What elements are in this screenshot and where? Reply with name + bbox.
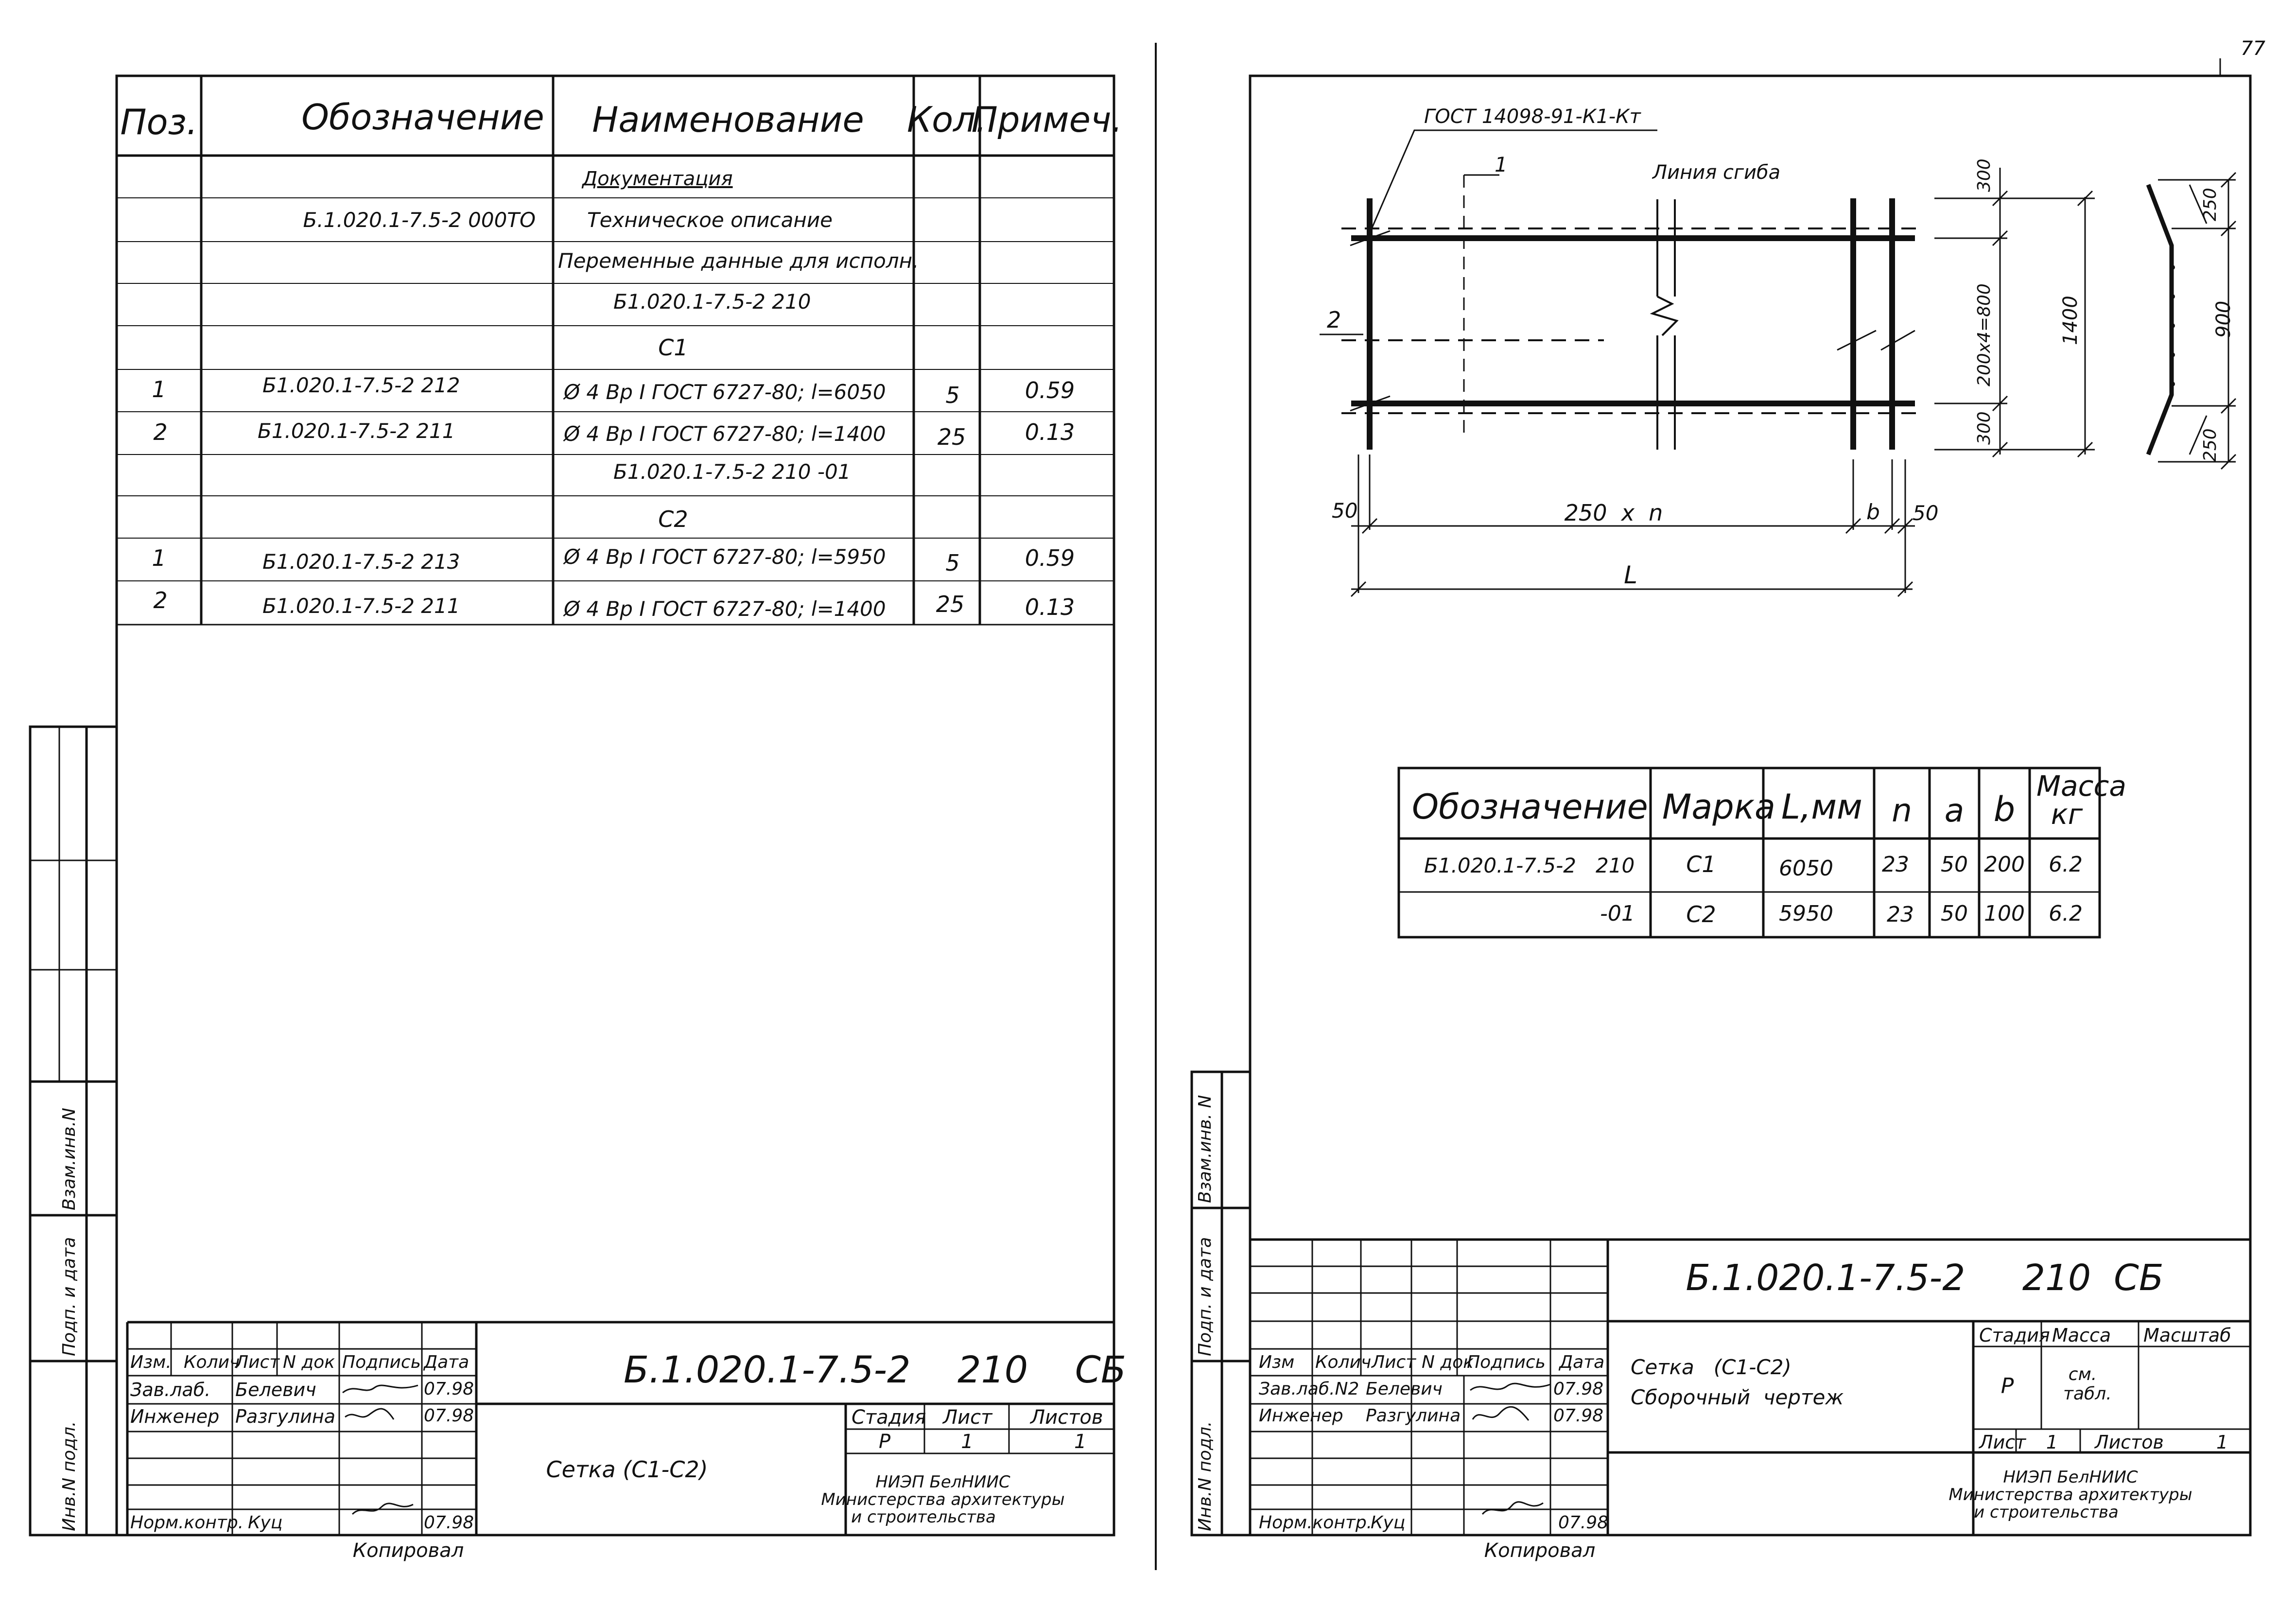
tb-col-ndok: N док — [1422, 1352, 1474, 1372]
left-stamp-podp-data: Подп. и дата — [59, 1237, 79, 1356]
tb-org-line: и строительства — [851, 1507, 996, 1527]
callout-2: 2 — [1327, 307, 1341, 333]
mark-row-a: 50 — [1941, 852, 1968, 877]
tb-code: Б.1.020.1-7.5-2 210 СБ — [624, 1348, 1126, 1391]
tb-col-list: Лист — [1372, 1352, 1416, 1372]
right-stamp-inv-podl: Инв.N подл. — [1195, 1421, 1215, 1531]
spec-row-qty: 25 — [936, 591, 965, 617]
signature-image — [1468, 1376, 1553, 1521]
spec-row-qty: 25 — [937, 424, 966, 450]
tb-stage-label: Стадия — [1979, 1325, 2050, 1346]
tb-copied: Копировал — [352, 1539, 464, 1562]
spec-row-name: Ø 4 Вр I ГОСТ 6727-80; l=5950 — [564, 545, 886, 569]
tb-col-izm: Изм — [1259, 1352, 1295, 1372]
dim-300-bottom: 300 — [1974, 411, 1994, 445]
spec-row-note: 0.59 — [1025, 377, 1075, 403]
spec-row-qty: 5 — [945, 382, 960, 408]
mark-row-n: 23 — [1882, 852, 1909, 877]
spec-row-designation: Б.1.020.1-7.5-2 000ТО — [303, 208, 536, 232]
tb-mass: см. табл. — [2063, 1364, 2112, 1404]
spec-row-pos: 2 — [153, 587, 168, 613]
tb-date: 07.98 — [1553, 1406, 1604, 1426]
left-stamp-inv-podl: Инв.N подл. — [59, 1421, 79, 1531]
tb-col-izm: Изм. — [130, 1352, 172, 1372]
tb-name: Белевич — [235, 1379, 316, 1400]
tb-date: 07.98 — [424, 1513, 474, 1533]
page-number: 77 — [2241, 37, 2265, 60]
tb-role: Инженер — [130, 1406, 220, 1427]
mark-row-L: 6050 — [1779, 856, 1833, 881]
mark-row-b: 200 — [1984, 852, 2025, 877]
spec-header-designation: Обозначение — [301, 97, 544, 138]
tb-sheet: 1 — [2046, 1432, 2058, 1453]
tb-col-kol: Колич — [184, 1352, 240, 1372]
tb-org-line: Министерства архитектуры — [1948, 1485, 2192, 1504]
tb-org-line: НИЭП БелНИИС — [2003, 1468, 2138, 1487]
left-stamp-inv-vzam: Взам.инв.N — [59, 1107, 79, 1210]
tb-col-podpis: Подпись — [342, 1352, 421, 1372]
tb-name: Разгулина — [235, 1406, 335, 1427]
tb-scale-label: Масштаб — [2143, 1325, 2231, 1346]
spec-row-pos: 2 — [153, 419, 168, 445]
mark-header-mark: Марка — [1662, 787, 1775, 827]
dim-L: L — [1624, 561, 1637, 589]
spec-row-note: 0.13 — [1025, 594, 1075, 620]
spec-header-qty: Кол. — [906, 99, 987, 140]
tb-date: 07.98 — [1553, 1379, 1604, 1399]
tb-col-podpis: Подпись — [1467, 1352, 1546, 1372]
spec-row-designation: Б1.020.1-7.5-2 211 — [258, 419, 455, 443]
tb-sheet-label: Лист — [1979, 1432, 2026, 1453]
spec-header-pos: Поз. — [120, 102, 198, 142]
spec-row-name: Документация — [582, 168, 733, 190]
dim-250xn: 250 х n — [1564, 500, 1663, 526]
tb-sheets-label: Листов — [2095, 1432, 2164, 1453]
tb-date: 07.98 — [424, 1379, 474, 1399]
dim-900: 900 — [2212, 300, 2235, 338]
spec-row-pos: 1 — [152, 545, 166, 571]
tb-name: Разгулина — [1366, 1406, 1461, 1426]
gost-reference: ГОСТ 14098-91-К1-Кт — [1424, 105, 1641, 128]
mark-row-designation: Б1.020.1-7.5-2 210 — [1424, 854, 1635, 877]
mark-row-mass: 6.2 — [2049, 852, 2083, 877]
tb-org-line: и строительства — [1974, 1503, 2119, 1522]
mark-header-b: b — [1993, 789, 2016, 829]
mark-header-designation: Обозначение — [1412, 787, 1648, 827]
tb-title-2: Сборочный чертеж — [1631, 1385, 1844, 1409]
tb-name: Куц — [248, 1513, 283, 1533]
spec-row-name: Ø 4 Вр I ГОСТ 6727-80; l=1400 — [564, 422, 886, 446]
tb-col-ndok: N док — [283, 1352, 335, 1372]
tb-sheet-label: Лист — [943, 1406, 992, 1429]
tb-copied: Копировал — [1484, 1539, 1596, 1562]
spec-row-designation: Б1.020.1-7.5-2 212 — [262, 373, 460, 397]
spec-row-pos: 1 — [152, 376, 166, 402]
tb-org-line: Министерства архитектуры — [821, 1490, 1065, 1509]
mark-header-mass: Масса кг — [2036, 769, 2126, 831]
mark-row-designation: -01 — [1600, 901, 1635, 926]
mark-header-n: n — [1892, 792, 1912, 829]
tb-date: 07.98 — [424, 1406, 474, 1426]
tb-role: Инженер — [1259, 1406, 1343, 1426]
tb-col-data: Дата — [1559, 1352, 1605, 1372]
spec-row-designation: Б1.020.1-7.5-2 213 — [262, 550, 460, 574]
dim-300-top: 300 — [1974, 158, 1994, 192]
tb-org-line: НИЭП БелНИИС — [875, 1472, 1010, 1492]
tb-sheets-label: Листов — [1030, 1406, 1103, 1429]
tb-stage: Р — [2000, 1374, 2014, 1398]
tb-sheet: 1 — [961, 1431, 974, 1453]
tb-code: Б.1.020.1-7.5-2 210 СБ — [1686, 1257, 2164, 1299]
spec-row-designation: Б1.020.1-7.5-2 211 — [262, 594, 460, 618]
mark-row-b: 100 — [1984, 901, 2025, 926]
spec-row-qty: 5 — [945, 550, 960, 576]
spec-row-note: 0.59 — [1025, 545, 1075, 571]
tb-col-list: Лист — [235, 1352, 280, 1372]
bend-line-label: Линия сгиба — [1652, 161, 1781, 184]
spec-row-name: Б1.020.1-7.5-2 210 -01 — [613, 460, 851, 484]
tb-role: Зав.лаб. — [130, 1379, 211, 1400]
mark-row-L: 5950 — [1779, 901, 1833, 926]
mark-row-a: 50 — [1941, 901, 1968, 926]
spec-row-name: Ø 4 Вр I ГОСТ 6727-80; l=6050 — [564, 380, 886, 404]
tb-col-kol: Колич — [1315, 1352, 1372, 1372]
spec-row-name: Б1.020.1-7.5-2 210 — [613, 290, 811, 314]
spec-row-note: 0.13 — [1025, 419, 1075, 445]
spec-row-name: С1 — [658, 334, 688, 361]
callout-1: 1 — [1495, 153, 1508, 176]
spec-header-name: Наименование — [592, 99, 864, 140]
mark-row-mark: С1 — [1686, 851, 1716, 877]
mark-row-n: 23 — [1887, 902, 1914, 927]
tb-stage: Р — [878, 1431, 891, 1453]
mark-row-mass: 6.2 — [2049, 901, 2083, 926]
tb-role: Норм.контр. — [130, 1513, 244, 1533]
tb-name: Белевич — [1366, 1379, 1443, 1399]
mark-row-mark: С2 — [1686, 901, 1716, 927]
dim-50-left: 50 — [1332, 499, 1358, 523]
dim-200x4: 200х4=800 — [1974, 283, 1994, 386]
tb-name: Куц — [1371, 1513, 1406, 1533]
spec-row-name: С2 — [658, 506, 688, 532]
tb-stage-label: Стадия — [852, 1406, 926, 1429]
tb-col-data: Дата — [424, 1352, 470, 1372]
tb-role: Норм.контр. — [1259, 1513, 1373, 1533]
dim-50-right: 50 — [1913, 501, 1939, 525]
tb-role: Зав.лаб.N2 — [1259, 1379, 1359, 1399]
tb-sheets: 1 — [2216, 1432, 2228, 1453]
tb-title: Сетка (С1-С2) — [546, 1456, 708, 1483]
spec-row-name: Техническое описание — [587, 208, 833, 232]
spec-header-note: Примеч. — [971, 99, 1123, 140]
dim-250-bottom: 250 — [2200, 428, 2220, 462]
spec-row-name: Переменные данные для исполн. — [558, 249, 919, 273]
tb-sheets: 1 — [1074, 1431, 1087, 1453]
right-stamp-podp-data: Подп. и дата — [1195, 1237, 1215, 1356]
mark-header-L: L,мм — [1781, 787, 1862, 827]
spec-row-name: Ø 4 Вр I ГОСТ 6727-80; l=1400 — [564, 597, 886, 621]
dim-b: b — [1866, 500, 1880, 524]
tb-date: 07.98 — [1558, 1513, 1609, 1533]
dim-250-top: 250 — [2200, 188, 2220, 221]
mark-header-a: a — [1944, 792, 1965, 829]
tb-mass-label: Масса — [2052, 1325, 2111, 1346]
signature-image — [340, 1376, 423, 1521]
right-stamp-inv-vzam: Взам.инв. N — [1195, 1095, 1215, 1203]
tb-title-1: Сетка (С1-С2) — [1631, 1355, 1792, 1379]
dim-1400: 1400 — [2059, 296, 2082, 345]
